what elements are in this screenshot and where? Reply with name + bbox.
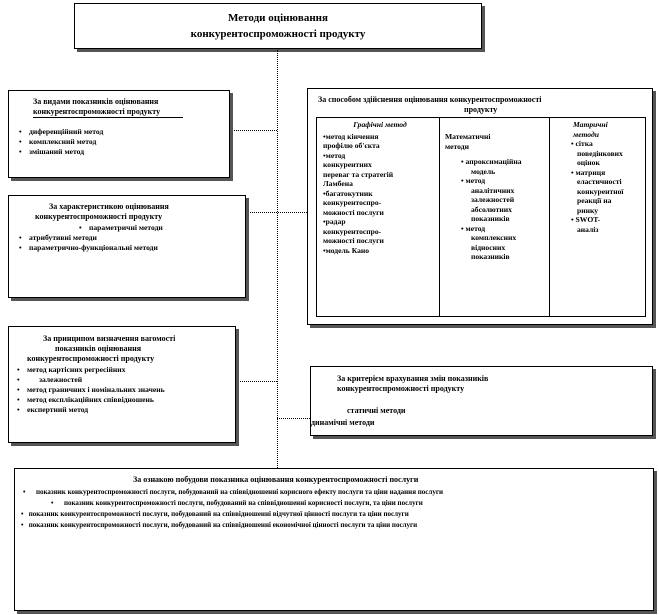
criterion-heading-1: За критерієм врахування змін показників — [337, 374, 489, 383]
math-heading-2: методи — [445, 141, 469, 151]
graphic-item: профілю об'єкта — [323, 141, 380, 150]
principle-heading-2: показників оцінювання — [55, 344, 142, 353]
matrix-item: • матриця — [571, 167, 606, 177]
list-item: • метод граничних і номінальних значень — [17, 385, 165, 395]
principle-box — [8, 326, 236, 443]
graphic-item: конкурентоспро- — [323, 198, 382, 207]
graphic-column — [323, 120, 437, 255]
math-item: модель — [471, 166, 496, 176]
model-item: • показник конкурентоспроможності послуги, побудований на співвідношенні економічної цінності послуги та ціни послуги — [21, 521, 418, 529]
method-box — [307, 88, 653, 325]
characteristics-heading-2: конкурентоспроможності продукту — [35, 212, 163, 221]
connector-to-principle — [237, 381, 277, 382]
model-item-text: показник конкурентоспроможності послуги, побудований на співвідношенні корисності послуги, та ціни послуги — [63, 499, 423, 507]
principle-heading-1: За принципом визначення вагомості — [43, 334, 176, 343]
graphic-item: переваг та стратегій — [323, 169, 394, 179]
matrix-heading-1: Матричні — [573, 120, 608, 129]
graphic-item: можності послуги — [323, 236, 384, 245]
math-item: відносних — [471, 242, 506, 252]
principle-list — [17, 365, 165, 415]
model-item-text: показник конкурентоспроможності послуги, побудований на співвідношенні економічної цінності послуги та ціни послуги — [28, 521, 418, 529]
list-item: • метод експлікаційних співвідношень — [17, 395, 165, 405]
model-box — [14, 468, 654, 611]
characteristics-box — [8, 195, 246, 298]
characteristics-list — [19, 223, 163, 253]
math-item: показників — [471, 252, 510, 261]
matrix-item: • SWOT- — [571, 215, 601, 224]
graphic-item: конкурентних — [323, 160, 372, 169]
model-item: • показник конкурентоспроможності послуги, побудований на співвідношенні відчутної цінності послуги та ціни послуги — [21, 510, 409, 518]
math-column — [445, 132, 545, 262]
model-item: • показник конкурентоспроможності послуги, побудований на співвідношенні корисності послуги, та ціни послуги — [51, 499, 423, 507]
math-item: залежностей — [471, 195, 515, 204]
list-item: • метод картісних регресійних — [17, 365, 165, 375]
list-item: • диференційний метод — [19, 127, 103, 137]
criterion-box — [310, 366, 653, 436]
list-item: • експертний метод — [17, 405, 165, 415]
title-line-1: Методи оцінювання — [228, 12, 328, 24]
list-item: • параметричні методи — [79, 223, 163, 233]
characteristics-heading-1: За характеристикою оцінювання — [49, 202, 169, 211]
types-list — [19, 127, 103, 157]
matrix-item: реакції на — [577, 196, 612, 205]
graphic-item: •багатокутник — [323, 188, 373, 198]
method-heading-1: За способом здійснення оцінювання конкурентоспроможності — [318, 95, 542, 104]
graphic-item: можності послуги — [323, 207, 384, 217]
model-item: • показник конкурентоспроможності послуги, побудований на співвідношенні корисного ефекту послуги та ціни надання послуги — [23, 488, 444, 496]
types-heading-underline — [33, 117, 183, 118]
graphic-item: •метод — [323, 150, 346, 160]
title-box — [74, 3, 482, 49]
method-heading-2: продукту — [464, 105, 498, 114]
graphic-heading: Графічні метод — [353, 120, 407, 129]
criterion-heading-2: конкурентоспроможності продукту — [337, 384, 465, 393]
math-item: абсолютних — [471, 204, 512, 214]
matrix-item: ринку — [577, 205, 599, 215]
list-item: • змішаний метод — [19, 147, 103, 157]
column-divider — [549, 118, 550, 316]
list-item: • параметрично-функціональні методи — [19, 243, 163, 253]
list-item: • залежностей — [17, 375, 165, 385]
method-columns — [316, 117, 646, 317]
matrix-heading-2: методи — [573, 129, 599, 139]
criterion-item: динамічні методи — [311, 418, 375, 427]
matrix-item: аналіз — [577, 224, 599, 234]
matrix-item: поведінкових — [577, 148, 623, 158]
math-item: комплексних — [471, 233, 517, 242]
matrix-column — [555, 120, 645, 234]
math-item: • метод — [461, 176, 486, 185]
math-item: • апроксимаційна — [461, 157, 522, 166]
types-heading-2: конкурентоспроможності продукту — [33, 107, 161, 116]
title-line-2: конкурентоспроможності продукту — [190, 28, 366, 40]
model-heading: За ознакою побудови показника оцінювання конкурентоспроможності послуги — [133, 475, 419, 484]
graphic-item: конкурентоспро- — [323, 226, 382, 236]
connector-trunk — [277, 50, 278, 470]
list-item: • атрибутивні методи — [19, 233, 163, 243]
math-item: показників — [471, 214, 510, 223]
connector-to-criterion — [277, 418, 310, 419]
graphic-item: •радар — [323, 217, 346, 226]
graphic-item: •метод кінчення — [323, 131, 379, 141]
math-item: • метод — [461, 223, 486, 233]
graphic-item: Ламбена — [323, 179, 353, 188]
matrix-item: оцінок — [577, 158, 600, 167]
model-item-text: показник конкурентоспроможності послуги, побудований на співвідношенні відчутної цінності послуги та ціни послуги — [28, 510, 409, 518]
types-heading-1: За видами показників оцінювання — [33, 97, 159, 106]
matrix-item: конкурентної — [577, 186, 624, 196]
matrix-item: • сітка — [571, 139, 593, 148]
types-box — [8, 90, 230, 178]
list-item: • комплексний метод — [19, 137, 103, 147]
matrix-item: еластичності — [577, 177, 622, 186]
criterion-item: статичні методи — [347, 406, 406, 415]
graphic-item: •модель Кано — [323, 245, 370, 255]
math-heading-1: Математичні — [445, 132, 491, 141]
column-divider — [439, 118, 440, 316]
math-item: аналітичних — [471, 185, 515, 195]
principle-heading-3: конкурентоспроможності продукту — [27, 354, 155, 363]
model-item-text: показник конкурентоспроможності послуги, побудований на співвідношенні корисного ефекту послуги та ціни надання послуги — [35, 488, 444, 496]
